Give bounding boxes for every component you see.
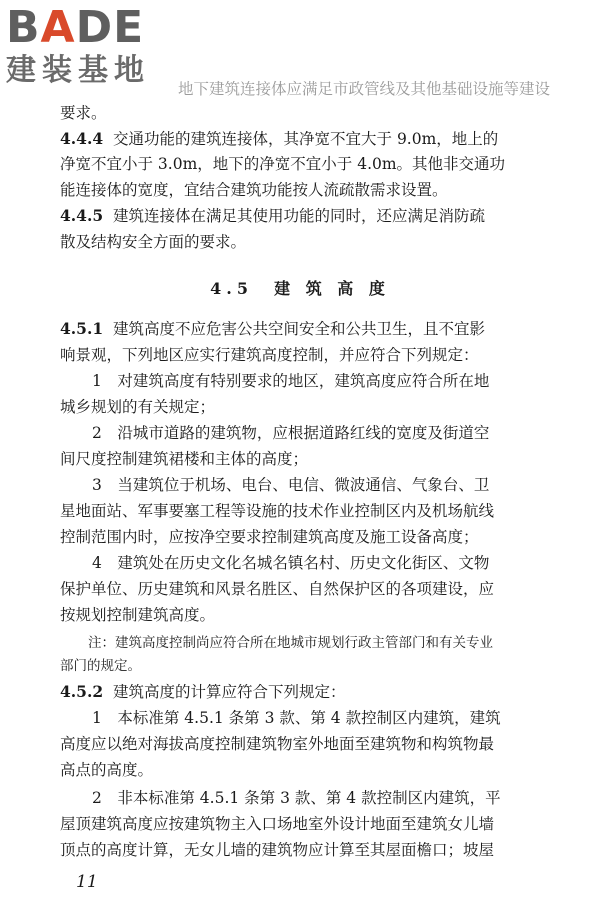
list-item-1: 1 本标准第 4.5.1 条第 3 款、第 4 款控制区内建筑，建筑 [92,709,501,727]
clause-number: 4.4.4 [60,129,104,148]
text-line: 屋顶建筑高度应按建筑物主入口场地室外设计地面至建筑女儿墙 [60,815,495,833]
logo-wordmark: BADE [6,2,145,53]
text-line: 散及结构安全方面的要求。 [60,233,247,251]
clause-4-4-4: 4.4.4 交通功能的建筑连接体，其净宽不宜大于 9.0m，地上的 [60,129,499,148]
clause-4-5-1: 4.5.1 建筑高度不应危害公共空间安全和公共卫生，且不宜影 [60,319,486,338]
clause-number: 4.4.5 [60,206,104,225]
text-line: 净宽不宜小于 3.0m，地下的净宽不宜小于 4.0m。其他非交通功 [60,155,506,173]
list-item-3: 3 当建筑位于机场、电台、电信、微波通信、气象台、卫 [92,476,490,494]
section-number: 4.5 [210,279,253,298]
brand-logo [6,4,176,94]
note-text: 注：建筑高度控制尚应符合所在地城市规划行政主管部门和有关专业 [88,635,493,651]
text-line: 要求。 [60,104,107,122]
text-line: 保护单位、历史建筑和风景名胜区、自然保护区的各项建设，应 [60,580,495,598]
text-line: 响景观，下列地区应实行建筑高度控制，并应符合下列规定： [60,346,479,364]
list-item-2: 2 沿城市道路的建筑物，应根据道路红线的宽度及街道空 [92,424,490,442]
text-line: 控制范围内时，应按净空要求控制建筑高度及施工设备高度； [60,528,479,546]
section-title [0,276,600,299]
clause-4-4-5: 4.4.5 建筑连接体在满足其使用功能的同时，还应满足消防疏 [60,206,486,225]
text-line: 按规划控制建筑高度。 [60,606,216,624]
list-item-1: 1 对建筑高度有特别要求的地区，建筑高度应符合所在地 [92,372,490,390]
clause-number: 4.5.1 [60,319,104,338]
section-heading: 建 筑 高 度 [274,279,390,298]
text-line: 高度应以绝对海拔高度控制建筑物室外地面至建筑物和构筑物最 [60,735,495,753]
partial-clause-line: 地下建筑连接体应满足市政管线及其他基础设施等建设 [178,80,551,98]
text-line: 高点的高度。 [60,761,154,779]
text-line: 顶点的高度计算，无女儿墙的建筑物应计算至其屋面檐口；坡屋 [60,841,495,859]
list-item-2: 2 非本标准第 4.5.1 条第 3 款、第 4 款控制区内建筑，平 [92,789,501,807]
text-line: 间尺度控制建筑裙楼和主体的高度； [60,450,309,468]
text-line: 城乡规划的有关规定； [60,398,216,416]
clause-number: 4.5.2 [60,682,104,701]
text-line: 能连接体的宽度，宜结合建筑功能按人流疏散需求设置。 [60,181,448,199]
page-number: 11 [76,872,98,892]
note-text: 部门的规定。 [60,658,141,674]
clause-4-5-2: 4.5.2 建筑高度的计算应符合下列规定： [60,682,346,701]
logo-subtitle: 建装基地 [6,53,150,88]
list-item-4: 4 建筑处在历史文化名城名镇名村、历史文化街区、文物 [92,554,490,572]
text-line: 星地面站、军事要塞工程等设施的技术作业控制区内及机场航线 [60,502,495,520]
